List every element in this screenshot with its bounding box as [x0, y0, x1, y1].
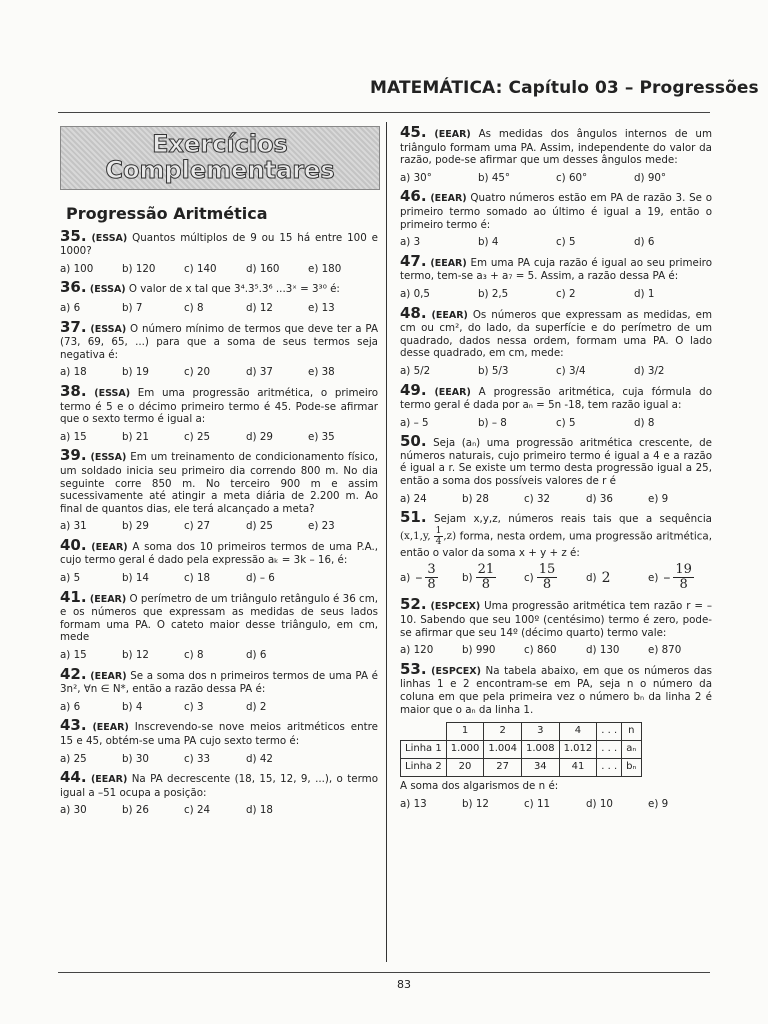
- question-44: [60, 768, 378, 817]
- question-body: Os números que expressam as medidas, em cm ou cm², do lado, da superfície e do perímetro de um quadrado, dados nessa ordem, formam uma PA. O lado desse quadrado, em cm, mede:: [400, 308, 712, 360]
- question-40: [60, 535, 379, 585]
- option-value: 2: [601, 569, 611, 586]
- answer-option: c) 11: [524, 797, 551, 810]
- question-body: Se a soma dos n primeiros termos de uma PA é 3n², ∀n ∈ N*, então a razão dessa PA é:: [60, 669, 378, 696]
- answer-option: c) 25: [184, 430, 211, 443]
- option-label: c): [524, 571, 534, 584]
- question-number: 52.: [400, 595, 427, 614]
- question-42: [60, 664, 378, 714]
- question-source: (ESSA): [90, 323, 127, 335]
- answer-options: [60, 701, 378, 714]
- question-number: 51.: [400, 508, 427, 527]
- question-source: (EEAR): [90, 670, 127, 682]
- question-40-text: [60, 535, 379, 567]
- answer-option: a) 24: [400, 492, 427, 505]
- table-cell: [401, 723, 447, 741]
- table-cell: 1.008: [521, 741, 559, 759]
- answer-option: b) 29: [122, 520, 149, 533]
- banner-title: [61, 131, 379, 183]
- answer-option: b) 26: [122, 804, 149, 817]
- left-column: [60, 126, 378, 823]
- option-fraction: [425, 563, 437, 592]
- fraction-numerator: 19: [675, 562, 692, 578]
- answer-option: a) 15: [60, 649, 87, 662]
- question-43: [60, 716, 378, 765]
- page-number: 83: [397, 978, 411, 991]
- sequence: [400, 525, 460, 547]
- answer-option: a) 13: [400, 797, 427, 810]
- question-source: (ESSA): [89, 284, 126, 296]
- table-cell: Linha 2: [401, 759, 447, 777]
- answer-option: c) 5: [556, 416, 576, 429]
- question-number: 42.: [60, 664, 87, 683]
- question-36: [60, 278, 378, 314]
- answer-option: b) 120: [122, 262, 156, 275]
- question-source: (ESSA): [94, 387, 131, 399]
- answer-option: d) 90°: [634, 171, 667, 184]
- answer-option: [400, 563, 462, 592]
- answer-option: [462, 563, 524, 592]
- question-47-text: [400, 251, 712, 283]
- answer-options: [400, 172, 712, 185]
- question-50-text: [400, 432, 712, 488]
- answer-option: a) 25: [60, 752, 87, 765]
- answer-options: [400, 236, 712, 249]
- table-header-row: [401, 723, 642, 741]
- answer-option: d) 37: [246, 366, 273, 379]
- chapter-header: MATEMÁTICA: Capítulo 03 – Progressões: [370, 78, 759, 98]
- table-cell: 1: [446, 723, 484, 741]
- answer-options: [60, 804, 378, 817]
- section-title: Progressão Aritmética: [66, 204, 268, 223]
- question-36-text: [60, 278, 378, 297]
- fraction-numerator: 3: [427, 562, 436, 578]
- table-cell: 20: [446, 759, 484, 777]
- question-source: (ESSA): [91, 232, 128, 244]
- question-41-text: [60, 587, 378, 644]
- answer-option: c) 27: [184, 520, 211, 533]
- answer-options: [400, 493, 712, 506]
- answer-option: e) 9: [648, 492, 669, 505]
- answer-options: [60, 263, 378, 276]
- answer-option: b) 28: [462, 492, 489, 505]
- question-source: (EEAR): [434, 386, 471, 398]
- answer-option: c) 8: [184, 649, 204, 662]
- answer-option: c) 3/4: [556, 364, 586, 377]
- answer-option: d) 10: [586, 797, 613, 810]
- table-cell: . . .: [597, 741, 622, 759]
- answer-option: b) 45°: [478, 171, 511, 184]
- question-body: Em uma progressão aritmética, o primeiro termo é 5 e o décimo primeiro termo é 45. Pode-se afirmar que o sexto termo é igual a:: [60, 386, 379, 426]
- sequence-suffix: ,z): [443, 530, 457, 543]
- answer-options: [400, 288, 712, 301]
- answer-option: b) 5/3: [478, 364, 509, 377]
- question-45: [400, 123, 712, 184]
- question-52: [400, 595, 712, 657]
- answer-option: d) 36: [586, 492, 613, 505]
- answer-options: [60, 572, 378, 585]
- option-sign: –: [663, 569, 671, 586]
- question-53-options: [400, 798, 712, 811]
- answer-option: a) 6: [60, 700, 81, 713]
- question-source: (ESSA): [90, 452, 127, 464]
- answer-option: c) 32: [524, 492, 551, 505]
- question-body: A progressão aritmética, cuja fórmula do termo geral é dada por aₙ = 5n -18, tem razão igual a:: [400, 385, 712, 412]
- question-37-text: [60, 317, 378, 362]
- answer-options: [60, 366, 378, 379]
- answer-option: c) 20: [184, 366, 211, 379]
- answer-option: d) 6: [246, 649, 267, 662]
- question-42-text: [60, 664, 378, 696]
- answer-options: [400, 417, 712, 430]
- sequence-fraction-num: 1: [435, 525, 442, 536]
- fraction-denominator: 8: [427, 577, 436, 593]
- option-label: b): [462, 571, 473, 584]
- question-35: [60, 226, 378, 276]
- question-body: A soma dos 10 primeiros termos de uma P.A., cujo termo geral é dado pela expressão aₖ = 3k – 16, é:: [60, 540, 379, 567]
- table-cell: 4: [559, 723, 597, 741]
- answer-options: [60, 753, 378, 766]
- answer-option: a) 30: [60, 804, 87, 817]
- answer-option: c) 24: [184, 804, 211, 817]
- question-source: (EEAR): [430, 193, 467, 205]
- answer-option: b) 19: [122, 366, 149, 379]
- question-38: [60, 381, 379, 443]
- answer-option: d) 2: [246, 700, 267, 713]
- option-sign: –: [415, 569, 423, 586]
- option-label: e): [648, 571, 659, 584]
- answer-option: e) 180: [308, 262, 342, 275]
- answer-option: b) 12: [122, 649, 149, 662]
- answer-option: a) 30°: [400, 171, 432, 184]
- question-body: Inscrevendo-se nove meios aritméticos entre 15 e 45, obtém-se uma PA cujo sexto termo é:: [60, 721, 378, 747]
- question-53-text: [400, 659, 712, 716]
- answer-options: [60, 649, 378, 662]
- question-46-text: [400, 187, 712, 231]
- answer-option: b) – 8: [478, 416, 507, 429]
- right-column: [400, 123, 712, 816]
- answer-option: d) 8: [634, 416, 655, 429]
- question-body: O número mínimo de termos que deve ter a PA (73, 69, 65, ...) para que a soma de seus termos seja negativa é:: [60, 322, 378, 361]
- sequence-fraction-den: 4: [435, 536, 442, 547]
- answer-option: a) – 5: [400, 416, 429, 429]
- question-35-text: [60, 226, 378, 258]
- answer-option: b) 4: [478, 236, 499, 249]
- table-cell: 1.004: [484, 741, 522, 759]
- question-body: Na PA decrescente (18, 15, 12, 9, ...), o termo igual a –51 ocupa a posição:: [60, 773, 378, 799]
- answer-options: [60, 431, 378, 444]
- fraction-denominator: 8: [679, 577, 688, 593]
- answer-option: e) 9: [648, 797, 669, 810]
- answer-option: d) 18: [246, 804, 273, 817]
- question-number: 46.: [400, 187, 427, 206]
- fraction-denominator: 8: [481, 577, 490, 593]
- question-number: 48.: [400, 303, 427, 322]
- question-48-text: [400, 303, 712, 360]
- question-body: Seja (aₙ) uma progressão aritmética crescente, de números naturais, cujo primeiro termo é igual a 4 e a razão é igual a r. Se existe um termo desta progressão igual a 25, então a soma dos possíveis valores de r é: [400, 437, 712, 488]
- question-source: (EEAR): [90, 774, 128, 786]
- answer-options: [400, 365, 712, 378]
- question-body: O perímetro de um triângulo retângulo é 36 cm, e os números que expressam as medidas de seus lados formam uma PA. O cateto maior desse triângulo, em cm, mede: [60, 592, 378, 644]
- answer-option: d) 12: [246, 301, 273, 314]
- answer-option: d) 1: [634, 287, 655, 300]
- answer-option: a) 15: [60, 430, 87, 443]
- question-37: [60, 317, 378, 379]
- answer-option: a) 5: [60, 572, 81, 585]
- answer-option: b) 2,5: [478, 287, 509, 300]
- option-label: a): [400, 571, 411, 584]
- answer-option: e) 35: [308, 430, 335, 443]
- question-46: [400, 187, 712, 249]
- table-cell: 3: [521, 723, 559, 741]
- question-source: (ESPCEX): [430, 601, 481, 613]
- banner-line-1: Exercícios: [152, 130, 288, 158]
- answer-option: e) 13: [308, 301, 335, 314]
- column-divider: [386, 122, 387, 962]
- answer-option: [524, 563, 586, 592]
- question-source: (EEAR): [91, 541, 128, 553]
- option-fraction: [537, 563, 558, 592]
- question-body: As medidas dos ângulos internos de um triângulo formam uma PA. Assim, independente do valor da razão, pode-se afirmar que um desses ângulos mede:: [400, 128, 712, 167]
- answer-option: e) 870: [648, 644, 682, 657]
- question-number: 44.: [60, 768, 87, 787]
- answer-options: [400, 644, 712, 657]
- pa-table: [400, 722, 642, 777]
- answer-option: a) 31: [60, 520, 87, 533]
- exercises-banner: [60, 126, 380, 190]
- table-row: [401, 759, 642, 777]
- answer-option: b) 7: [122, 301, 143, 314]
- question-51-options: [400, 563, 712, 592]
- question-number: 39.: [60, 446, 87, 465]
- question-41: [60, 587, 378, 662]
- question-number: 38.: [60, 381, 87, 400]
- fraction-numerator: 21: [477, 562, 495, 578]
- question-45-text: [400, 123, 712, 167]
- question-number: 53.: [400, 659, 427, 678]
- answer-option: b) 12: [462, 797, 489, 810]
- answer-option: b) 990: [462, 644, 496, 657]
- answer-option: d) 25: [246, 520, 273, 533]
- answer-option: b) 21: [122, 430, 149, 443]
- answer-option: b) 14: [122, 572, 149, 585]
- question-source: (EEAR): [430, 257, 467, 269]
- answer-options: [60, 302, 378, 315]
- answer-option: a) 120: [400, 644, 434, 657]
- answer-option: c) 18: [184, 572, 211, 585]
- table-cell: . . .: [597, 759, 622, 777]
- question-53: [400, 659, 712, 811]
- answer-option: a) 6: [60, 301, 81, 314]
- table-cell: 1.012: [559, 741, 597, 759]
- answer-option: b) 30: [122, 752, 149, 765]
- question-51-text-2: forma, nesta ordem, uma progressão aritmética, então o valor da soma x + y + z é:: [400, 530, 712, 559]
- answer-option: d) 3/2: [634, 364, 665, 377]
- answer-option: d) 130: [586, 644, 620, 657]
- question-body: O valor de x tal que 3⁴.3⁵.3⁶ ...3ˣ = 3³⁰ é:: [125, 283, 340, 296]
- fraction-numerator: 15: [538, 562, 556, 578]
- answer-option: d) 42: [246, 752, 273, 765]
- question-49: [400, 380, 712, 430]
- answer-option: c) 8: [184, 301, 204, 314]
- question-source: (EEAR): [434, 129, 471, 140]
- question-48: [400, 303, 712, 378]
- question-number: 35.: [60, 226, 87, 245]
- answer-option: a) 3: [400, 236, 421, 249]
- answer-option: b) 4: [122, 700, 143, 713]
- option-fraction: [476, 563, 497, 592]
- question-number: 36.: [60, 278, 87, 297]
- answer-option: d) 29: [246, 430, 273, 443]
- question-number: 40.: [60, 535, 87, 554]
- answer-option: c) 5: [556, 236, 576, 249]
- question-53-body: Na tabela abaixo, em que os números das linhas 1 e 2 encontram-se em PA, seja n o número da coluna em que pela primeira vez o número bₙ da linha 2 é maior que o aₙ da linha 1.: [400, 664, 712, 716]
- question-body: Em uma PA cuja razão é igual ao seu primeiro termo, tem-se a₃ + a₇ = 5. Assim, a razão dessa PA é:: [400, 256, 712, 283]
- question-number: 43.: [60, 716, 87, 735]
- question-source: (EEAR): [89, 593, 127, 605]
- table-cell: 27: [484, 759, 522, 777]
- answer-option: c) 2: [556, 287, 576, 300]
- question-number: 41.: [60, 587, 87, 606]
- question-number: 49.: [400, 380, 427, 399]
- answer-option: a) 0,5: [400, 287, 430, 300]
- answer-option: a) 18: [60, 366, 87, 379]
- question-body: Uma progressão aritmética tem razão r = – 10. Sabendo que seu 100º (centésimo) termo é zero, pode-se afirmar que seu 14º (décimo quarto) termo vale:: [400, 600, 712, 639]
- question-47: [400, 251, 712, 301]
- table-row: [401, 741, 642, 759]
- table-cell: 41: [559, 759, 597, 777]
- answer-option: c) 3: [184, 700, 204, 713]
- table-cell: aₙ: [622, 741, 641, 759]
- answer-option: [648, 563, 710, 592]
- answer-option: a) 5/2: [400, 364, 431, 377]
- question-51-text-1: Sejam x,y,z, números reais tais que a sequência: [426, 513, 712, 526]
- question-49-text: [400, 380, 712, 412]
- table-cell: bₙ: [622, 759, 641, 777]
- question-source: (EEAR): [431, 309, 468, 321]
- question-53-after: A soma dos algarismos de n é:: [400, 780, 559, 793]
- answer-option: e) 38: [308, 366, 335, 379]
- table-cell: 34: [521, 759, 559, 777]
- answer-option: [586, 569, 648, 586]
- answer-option: d) 6: [634, 236, 655, 249]
- answer-option: a) 100: [60, 262, 94, 275]
- answer-option: e) 23: [308, 520, 335, 533]
- option-label: d): [586, 571, 597, 584]
- question-number: 50.: [400, 432, 427, 451]
- answer-option: d) 160: [246, 262, 280, 275]
- header-rule: [58, 112, 710, 113]
- fraction-denominator: 8: [542, 577, 552, 593]
- table-cell: n: [622, 723, 641, 741]
- answer-option: c) 33: [184, 752, 211, 765]
- question-52-text: [400, 595, 712, 639]
- table-cell: Linha 1: [401, 741, 447, 759]
- question-50: [400, 432, 712, 505]
- footer-rule: [58, 972, 710, 973]
- question-39: [60, 446, 378, 533]
- answer-option: c) 60°: [556, 171, 588, 184]
- answer-option: d) – 6: [246, 572, 275, 585]
- question-body: Quantos múltiplos de 9 ou 15 há entre 100 e 1000?: [60, 231, 378, 258]
- answer-options: [60, 520, 378, 533]
- answer-option: c) 860: [524, 644, 557, 657]
- question-source: (ESPCEX): [431, 665, 481, 677]
- question-body: Quatro números estão em PA de razão 3. Se o primeiro termo somado ao último é igual a 19, então o primeiro termo é:: [400, 192, 712, 231]
- sequence-prefix: (x,1,y,: [400, 530, 431, 543]
- banner-line-2: Complementares: [105, 156, 335, 184]
- question-44-text: [60, 768, 378, 799]
- question-source: (EEAR): [92, 722, 129, 734]
- question-51-text: [400, 508, 712, 559]
- answer-option: c) 140: [184, 262, 217, 275]
- question-38-text: [60, 381, 379, 426]
- question-body: Em um treinamento de condicionamento físico, um soldado inicia seu primeiro dia correndo 800 m. No dia seguinte corre 850 m. No terceiro 900 m e assim sucessivamente até atingir a meta diária de 2.200 m. Ao final de quantos dias, ele terá alcançado a meta?: [60, 451, 378, 515]
- question-number: 37.: [60, 317, 87, 336]
- question-43-text: [60, 716, 378, 747]
- question-number: 47.: [400, 251, 427, 270]
- question-number: 45.: [400, 123, 427, 141]
- table-cell: 1.000: [446, 741, 484, 759]
- option-fraction: [673, 563, 694, 592]
- question-51: [400, 508, 712, 593]
- question-39-text: [60, 446, 378, 515]
- table-cell: 2: [484, 723, 522, 741]
- table-cell: . . .: [597, 723, 622, 741]
